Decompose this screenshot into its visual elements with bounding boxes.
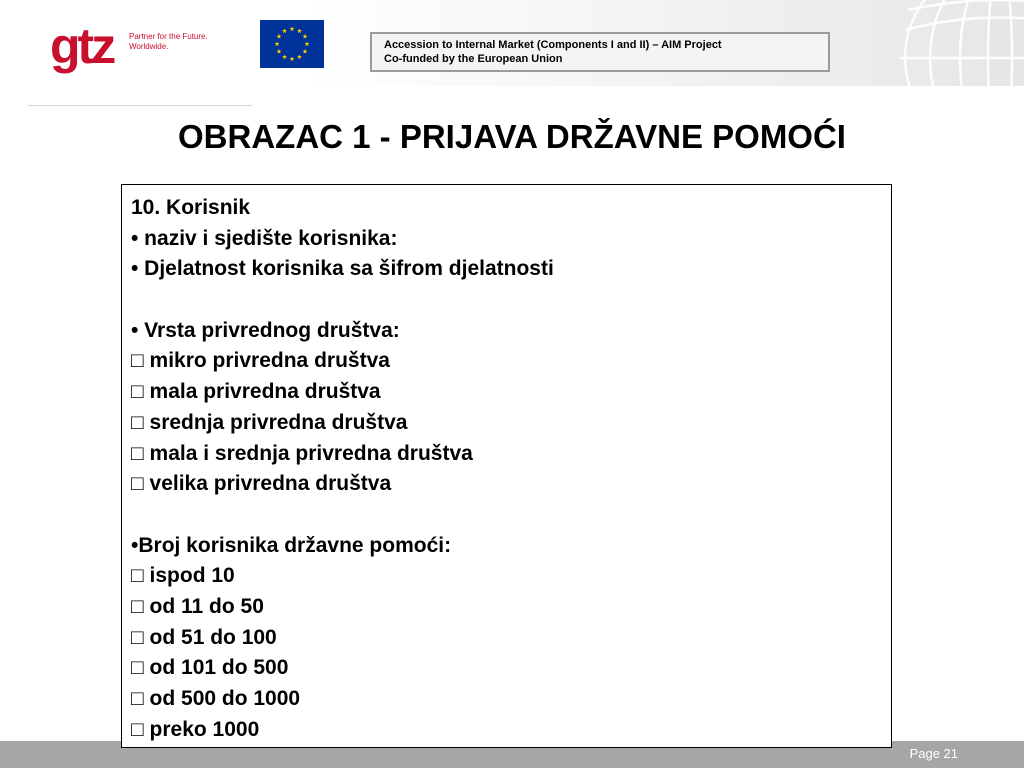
project-line-1: Accession to Internal Market (Components I and II) – AIM Project xyxy=(384,39,722,51)
list-item: • naziv i sjedište korisnika: xyxy=(131,226,398,250)
checkbox-option: □ mala i srednja privredna društva xyxy=(131,441,473,465)
gtz-logo: gtz xyxy=(50,18,114,74)
globe-icon xyxy=(890,0,1024,86)
eu-flag-icon xyxy=(260,20,324,68)
form-content-box xyxy=(121,184,892,748)
project-line-2: Co-funded by the European Union xyxy=(384,53,563,65)
tagline-line-1: Partner for the Future. xyxy=(129,32,208,41)
gtz-tagline xyxy=(129,32,208,52)
checkbox-option: □ srednja privredna društva xyxy=(131,410,408,434)
checkbox-option: □ mikro privredna društva xyxy=(131,349,390,373)
checkbox-option: □ ispod 10 xyxy=(131,564,235,588)
page-number: Page 21 xyxy=(909,746,958,761)
checkbox-option: □ od 500 do 1000 xyxy=(131,687,301,710)
blank-line xyxy=(131,500,891,531)
tagline-line-2: Worldwide. xyxy=(129,42,169,51)
blank-line xyxy=(131,285,891,316)
checkbox-option: □ mala privredna društva xyxy=(131,380,381,404)
checkbox-option: □ od 51 do 100 xyxy=(131,625,277,649)
header-divider xyxy=(28,105,252,106)
section-heading: 10. Korisnik xyxy=(131,196,251,219)
list-item: •Broj korisnika državne pomoći: xyxy=(131,533,452,557)
list-item: • Vrsta privrednog društva: xyxy=(131,318,400,342)
checkbox-option: □ od 11 do 50 xyxy=(131,594,264,618)
checkbox-option: □ od 101 do 500 xyxy=(131,656,289,680)
checkbox-option: □ velika privredna društva xyxy=(131,472,392,496)
page-title: OBRAZAC 1 - PRIJAVA DRŽAVNE POMOĆI xyxy=(178,118,846,155)
project-info-box xyxy=(370,32,830,72)
checkbox-option: □ preko 1000 xyxy=(131,717,260,741)
list-item: • Djelatnost korisnika sa šifrom djelatnosti xyxy=(131,257,554,281)
